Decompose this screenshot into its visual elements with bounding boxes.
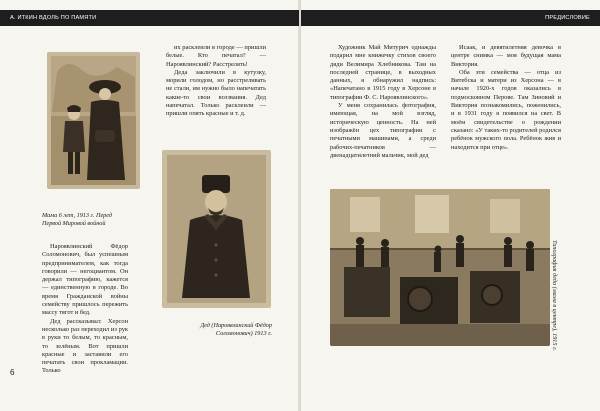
caption-workshop: Типография деда (мама в центре), 1915 г. xyxy=(551,240,558,351)
right-col-b-paragraph-2: Оба эти семейства — отца из Витебска и матери из Херсона — в начале 1920-х годов оказались в подмосковном Перове. Там Зиновий и Виктория познакомились, поженились, и в 1931 году я появился на свет. В моём свидетельстве о рождении сказано: «У таких-то родителей родился ребёнок мужского пола. Ребёнок жив и находится при отце». xyxy=(451,68,561,151)
right-running-head: ПРЕДИСЛОВИЕ xyxy=(301,10,600,26)
photo-printing-workshop xyxy=(330,189,550,346)
photo-grandfather xyxy=(162,150,271,308)
left-running-head: А. ИТКИН ВДОЛЬ ПО ПАМЯТИ xyxy=(0,10,299,26)
right-col-a-paragraph-2: У меня сохранилась фотография, имеющая, на мой взгляд, историческую ценность. На ней изображён цех типографии с печатными машинами, а среди рабочих-печатников — двенадцатилетний мальчик, мой дед xyxy=(330,102,436,159)
left-col-a-paragraph-1: Нароявлинский Фёдор Соломонович, был успешным предпринимателем, как тогда говорили — негоциантом. Он держал типографию, кажется — единственную в городе. Во время Гражданской войны семейству пришлось пережить массу тягот и бед. xyxy=(42,243,128,317)
caption-mother: Мама 6 лет, 1913 г. Перед Первой Мировой войной xyxy=(42,212,113,227)
photo-mother-child xyxy=(47,52,140,189)
left-column-b xyxy=(166,44,266,119)
left-col-b-paragraph-1: их расклеили в городе — пришли белые. Кто печатал? — Нароявлинский? Расстрелять! xyxy=(166,44,266,68)
left-col-a-paragraph-2: Дед рассказывал: Херсон несколько раз переходил из рук в руки то белым, то красным, то зелёным. Вот пришли красные и заставили его печатать свои прокламации. Только xyxy=(42,317,128,375)
right-col-a-paragraph-1: Художник Май Митурич однажды подарил мне книжечку стихов своего дяди Велимира Хлебникова. Там на последней странице, в выходных данных, я обнаружил надпись: «Напечатано в 1915 году в Херсоне в типографии Ф. С. Нароявлинского». xyxy=(330,44,436,101)
right-column-b xyxy=(451,44,561,152)
left-page-number: 6 xyxy=(10,368,15,377)
left-col-b-paragraph-2: Деда заключили в кутузку, морили голодом, но расстреливать не стали, им нужно было напечатать какие-то свои воззвания. Дед напечатал. Только расклеили — пришли опять красные и т. д. xyxy=(166,68,266,118)
left-column-a xyxy=(42,243,128,376)
right-column-a xyxy=(330,44,436,160)
caption-grandfather: Дед (Нароявлинский Фёдор Соломонович) 1913 г. xyxy=(200,322,272,337)
right-col-b-paragraph-1: Исаак, и девятилетняя девочка в центре снимка — моя будущая мама Виктория. xyxy=(451,44,561,68)
